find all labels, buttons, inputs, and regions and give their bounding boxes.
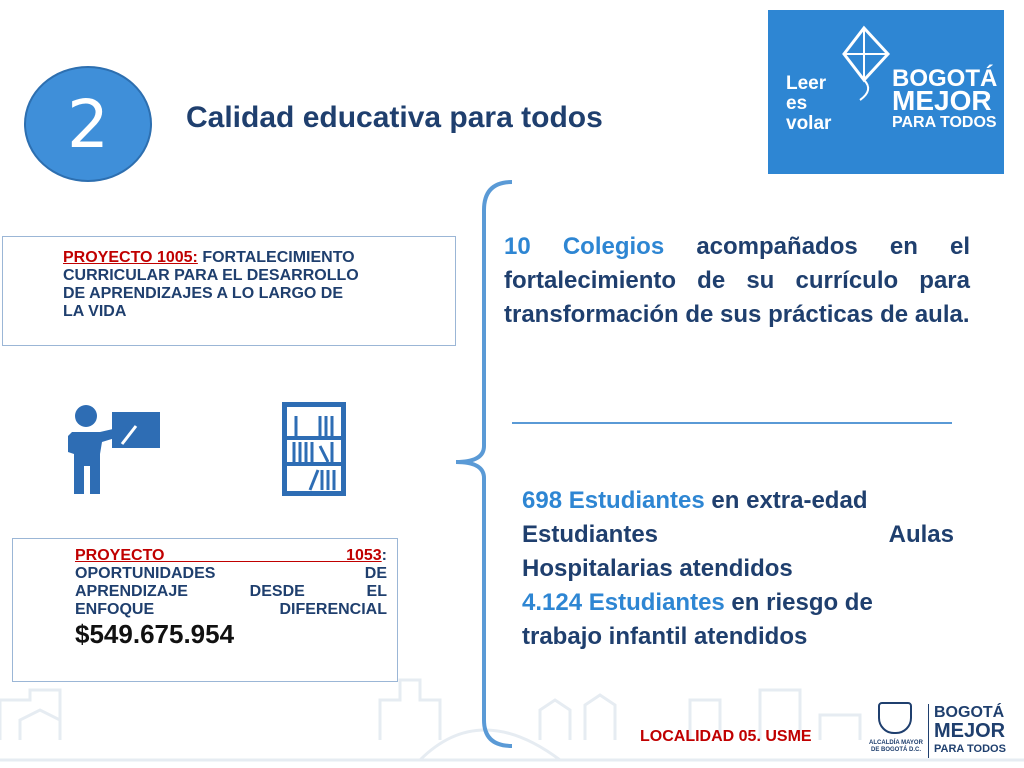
extra-edad-line bbox=[522, 484, 954, 518]
project-1005-box bbox=[2, 236, 456, 346]
project-1053-header bbox=[75, 547, 387, 565]
extra-edad-count: 698 Estudiantes bbox=[522, 487, 705, 514]
project-1005-label: PROYECTO 1005: bbox=[63, 249, 198, 266]
aulas-right: Aulas bbox=[888, 521, 954, 548]
crest-icon bbox=[878, 702, 912, 734]
trabajo-infantil-line: trabajo infantil atendidos bbox=[522, 623, 808, 650]
project-1053-label: PROYECTO 1053 bbox=[75, 547, 382, 564]
project-1005-line-2: CURRICULAR PARA EL DESARROLLO bbox=[63, 267, 359, 284]
seal-text: ALCALDÍA MAYOR DE BOGOTÁ D.C. bbox=[869, 740, 923, 753]
locality-label: LOCALIDAD 05. USME bbox=[640, 728, 812, 745]
project-1005-line-4: LA VIDA bbox=[63, 303, 127, 320]
bogota-line-3: PARA TODOS bbox=[892, 114, 997, 131]
riesgo-line bbox=[522, 586, 954, 620]
project-1053-amount: $549.675.954 bbox=[75, 619, 235, 649]
section-divider bbox=[512, 422, 952, 424]
leer-line-3: volar bbox=[786, 113, 832, 134]
project-1005-line-3: DE APRENDIZAJES A LO LARGO DE bbox=[63, 285, 344, 302]
riesgo-count: 4.124 Estudiantes bbox=[522, 589, 725, 616]
estudiantes-summary bbox=[522, 484, 954, 654]
bogota-line-2: MEJOR bbox=[892, 85, 992, 116]
riesgo-text: en riesgo de bbox=[724, 589, 873, 616]
leer-es-volar-logo bbox=[768, 10, 1004, 174]
slide-number: 2 bbox=[67, 85, 109, 163]
extra-edad-text: en extra-edad bbox=[704, 487, 868, 514]
project-1053-line-2: APRENDIZAJE DESDE EL bbox=[75, 583, 387, 600]
hospitalarias-line: Hospitalarias atendidos bbox=[522, 555, 793, 582]
project-1053-box bbox=[12, 538, 398, 682]
leer-line-2: es bbox=[786, 93, 808, 114]
project-1053-colon: : bbox=[381, 547, 387, 564]
footer-bogota-logo bbox=[934, 704, 1006, 758]
footer-logo-line-1: BOGOTÁ bbox=[934, 704, 1005, 721]
leer-es-volar-text bbox=[786, 74, 831, 134]
colegios-description: acompañados en el fortalecimiento de su currículo para transformación de sus prácticas de aula. bbox=[504, 233, 970, 328]
colegios-summary bbox=[504, 230, 970, 332]
project-1053-line-1: OPORTUNIDADES DE bbox=[75, 565, 387, 582]
bogota-line-1: BOGOTÁ bbox=[892, 65, 998, 92]
slide-number-badge bbox=[24, 66, 152, 182]
footer-divider bbox=[928, 704, 929, 758]
project-1053-line-3: ENFOQUE DIFERENCIAL bbox=[75, 601, 387, 618]
slide-title: Calidad educativa para todos bbox=[186, 101, 603, 134]
teacher-at-board-icon bbox=[66, 404, 162, 496]
kite-book-icon bbox=[834, 24, 894, 104]
aulas-line bbox=[522, 518, 954, 552]
bookshelf-icon bbox=[282, 402, 346, 496]
footer-logo-line-3: PARA TODOS bbox=[934, 743, 1006, 755]
project-1005-line-1: FORTALECIMIENTO bbox=[202, 249, 355, 266]
footer-logo-line-2: MEJOR bbox=[934, 720, 1006, 742]
alcaldia-seal bbox=[866, 700, 926, 760]
bogota-mejor-logo bbox=[892, 65, 998, 134]
leer-line-1: Leer bbox=[786, 73, 827, 94]
colegios-count: 10 Colegios bbox=[504, 233, 665, 260]
aulas-left: Estudiantes bbox=[522, 521, 659, 548]
